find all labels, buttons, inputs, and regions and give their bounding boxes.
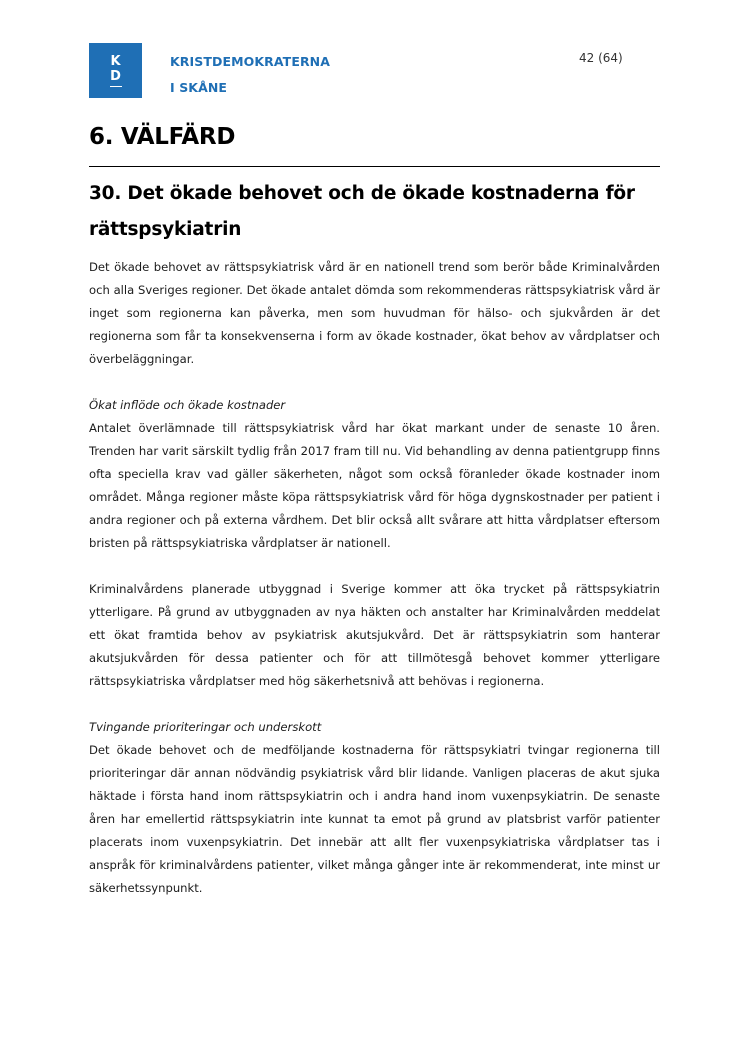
org-name-line2: I SKÅNE bbox=[170, 80, 228, 95]
section-title: 6. VÄLFÄRD bbox=[89, 124, 236, 150]
organization-name bbox=[170, 49, 330, 101]
paragraph-priorities: Det ökade behovet och de medföljande kostnaderna för rättspsykiatri tvingar regionerna till prioriteringar där annan nödvändig psykiatrisk vård blir lidande. Vanligen placeras de akut sjuka häktade i första hand inom rättspsykiatrin och i andra hand inom vuxenpsykiatrin. De senaste åren har emellertid rättspsykiatrin inte kunnat ta emot på grund av platsbrist varför patienter placerats inom vuxenpsykiatrin. Det innebär att allt fler vuxenpsykiatriska vårdplatser tas i anspråk för kriminalvårdens patienter, vilket många gånger inte är rekommenderat, inte minst ur säkerhetssynpunkt. bbox=[89, 743, 660, 895]
intro-paragraph: Det ökade behovet av rättspsykiatrisk vård är en nationell trend som berör både Kriminalvården och alla Sveriges regioner. Det ökade antalet dömda som rekommenderas rättspsykiatrisk vård är inget som regionerna kan påverka, men som huvudman för hälso- och sjukvården är det regionerna som får ta konsekvenserna i form av ökade kostnader, ökat behov av vårdplatser och överbeläggningar. bbox=[89, 260, 660, 366]
paragraph-inflow: Antalet överlämnade till rättspsykiatrisk vård har ökat markant under de senaste 10 åren. Trenden har varit särskilt tydlig från 2017 fram till nu. Vid behandling av denna patientgrupp finns ofta speciella krav vad gäller säkerheten, något som också föranleder ökade kostnader inom området. Många regioner måste köpa rättspsykiatrisk vård för höga dygnskostnader per patient i andra regioner och på externa vårdhem. Det blir också allt svårare att hitta vårdplatser eftersom bristen på rättspsykiatriska vårdplatser är nationell. bbox=[89, 421, 660, 550]
logo-letters: K D bbox=[110, 54, 121, 84]
org-name-line1: KRISTDEMOKRATERNA bbox=[170, 54, 331, 69]
article-title: 30. Det ökade behovet och de ökade kostnaderna för rättspsykiatrin bbox=[89, 183, 635, 240]
logo-underline bbox=[110, 86, 122, 87]
subheading-inflow: Ökat inflöde och ökade kostnader bbox=[89, 398, 286, 412]
kd-logo bbox=[89, 43, 142, 98]
subheading-priorities: Tvingande prioriteringar och underskott bbox=[89, 720, 322, 734]
page-number: 42 (64) bbox=[579, 51, 623, 65]
paragraph-spacer bbox=[89, 693, 660, 716]
article-body bbox=[89, 256, 660, 900]
section-divider bbox=[89, 166, 660, 167]
paragraph-expansion: Kriminalvårdens planerade utbyggnad i Sverige kommer att öka trycket på rättspsykiatrin ytterligare. På grund av utbyggnaden av nya häkten och anstalter har Kriminalvården meddelat ett ökat framtida behov av psykiatrisk akutsjukvård. Det är rättspsykiatrin som hanterar akutsjukvården för dessa patienter och för att tillmötesgå behovet kommer ytterligare rättspsykiatriska vårdplatser med hög säkerhetsnivå att behövas i regionerna. bbox=[89, 582, 660, 688]
paragraph-spacer bbox=[89, 555, 660, 578]
paragraph-spacer bbox=[89, 371, 660, 394]
